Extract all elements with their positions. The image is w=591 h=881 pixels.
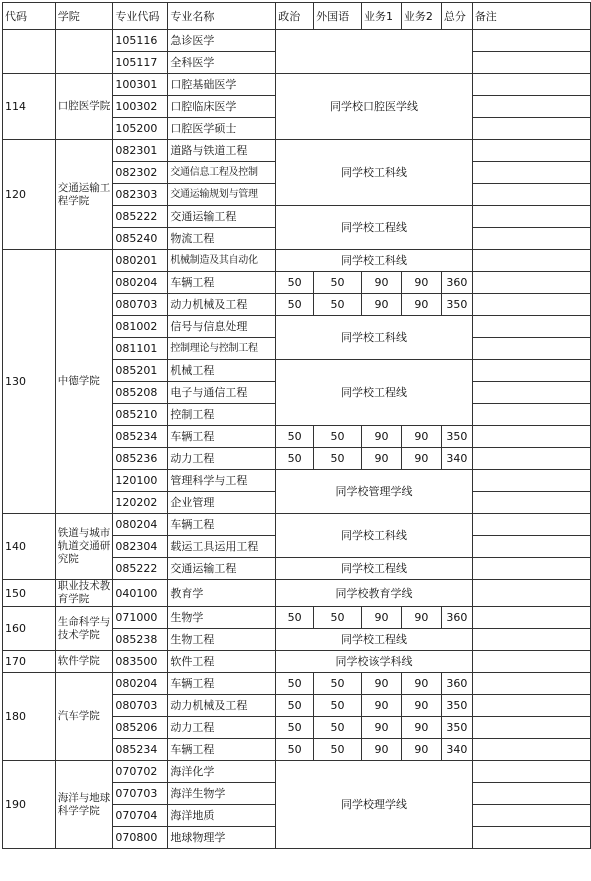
- score-line-note-cell: 同学校工科线: [276, 316, 473, 360]
- table-row: [3, 514, 591, 536]
- foreign-language-score-cell: 50: [314, 294, 362, 316]
- remarks-cell: [472, 607, 590, 629]
- foreign-language-score-cell: 50: [314, 272, 362, 294]
- major-name-cell: 车辆工程: [168, 673, 276, 695]
- subject-2-score-cell: 90: [401, 695, 441, 717]
- politics-score-cell: 50: [276, 717, 314, 739]
- total-score-cell: 360: [441, 607, 472, 629]
- foreign-language-score-cell: 50: [314, 426, 362, 448]
- header-politics: 政治: [276, 3, 314, 30]
- major-code-cell: 070703: [113, 783, 168, 805]
- major-name-cell: 企业管理: [168, 492, 276, 514]
- remarks-cell: [472, 382, 590, 404]
- major-name-cell: 交通信息工程及控制: [168, 162, 276, 184]
- subject-2-score-cell: 90: [401, 673, 441, 695]
- major-code-cell: 080703: [113, 294, 168, 316]
- remarks-cell: [472, 294, 590, 316]
- header-major-code: 专业代码: [113, 3, 168, 30]
- major-name-cell: 电子与通信工程: [168, 382, 276, 404]
- remarks-cell: [472, 52, 590, 74]
- major-name-cell: 交通运输规划与管理: [168, 184, 276, 206]
- total-score-cell: 350: [441, 426, 472, 448]
- major-name-cell: 车辆工程: [168, 739, 276, 761]
- major-code-cell: 070704: [113, 805, 168, 827]
- major-code-cell: 085234: [113, 426, 168, 448]
- remarks-cell: [472, 673, 590, 695]
- major-code-cell: 085206: [113, 717, 168, 739]
- subject-1-score-cell: 90: [361, 717, 401, 739]
- table-row: [3, 761, 591, 783]
- remarks-cell: [472, 426, 590, 448]
- politics-score-cell: 50: [276, 673, 314, 695]
- remarks-cell: [472, 184, 590, 206]
- header-remarks: 备注: [472, 3, 590, 30]
- major-code-cell: 105200: [113, 118, 168, 140]
- college-name-cell: 生命科学与技术学院: [55, 607, 113, 651]
- major-name-cell: 软件工程: [168, 651, 276, 673]
- college-code-cell: 190: [3, 761, 56, 849]
- foreign-language-score-cell: 50: [314, 695, 362, 717]
- major-name-cell: 海洋化学: [168, 761, 276, 783]
- major-code-cell: 105116: [113, 30, 168, 52]
- major-name-cell: 信号与信息处理: [168, 316, 276, 338]
- major-code-cell: 100302: [113, 96, 168, 118]
- college-code-cell: 170: [3, 651, 56, 673]
- total-score-cell: 350: [441, 717, 472, 739]
- college-code-cell: 150: [3, 580, 56, 607]
- total-score-cell: 340: [441, 739, 472, 761]
- header-college: 学院: [55, 3, 113, 30]
- table-row: [3, 673, 591, 695]
- major-name-cell: 机械制造及其自动化: [168, 250, 276, 272]
- major-code-cell: 081101: [113, 338, 168, 360]
- subject-1-score-cell: 90: [361, 695, 401, 717]
- score-line-note-cell: 同学校工科线: [276, 140, 473, 206]
- subject-2-score-cell: 90: [401, 717, 441, 739]
- major-code-cell: 120100: [113, 470, 168, 492]
- remarks-cell: [472, 783, 590, 805]
- subject-1-score-cell: 90: [361, 294, 401, 316]
- remarks-cell: [472, 118, 590, 140]
- table-row: [3, 607, 591, 629]
- subject-1-score-cell: 90: [361, 272, 401, 294]
- remarks-cell: [472, 316, 590, 338]
- major-code-cell: 082304: [113, 536, 168, 558]
- college-name-cell: 中德学院: [55, 250, 113, 514]
- table-row: [3, 140, 591, 162]
- header-subject-2: 业务2: [401, 3, 441, 30]
- header-subject-1: 业务1: [361, 3, 401, 30]
- foreign-language-score-cell: 50: [314, 607, 362, 629]
- college-code-cell: 130: [3, 250, 56, 514]
- subject-1-score-cell: 90: [361, 448, 401, 470]
- major-code-cell: 085201: [113, 360, 168, 382]
- subject-1-score-cell: 90: [361, 426, 401, 448]
- remarks-cell: [472, 30, 590, 52]
- college-code-cell: 120: [3, 140, 56, 250]
- total-score-cell: 360: [441, 673, 472, 695]
- major-name-cell: 口腔临床医学: [168, 96, 276, 118]
- table-row: [3, 30, 591, 52]
- major-code-cell: 105117: [113, 52, 168, 74]
- remarks-cell: [472, 739, 590, 761]
- header-row: [3, 3, 591, 30]
- major-code-cell: 085240: [113, 228, 168, 250]
- major-name-cell: 机械工程: [168, 360, 276, 382]
- major-name-cell: 海洋生物学: [168, 783, 276, 805]
- major-code-cell: 085236: [113, 448, 168, 470]
- major-name-cell: 控制工程: [168, 404, 276, 426]
- remarks-cell: [472, 470, 590, 492]
- politics-score-cell: 50: [276, 448, 314, 470]
- politics-score-cell: 50: [276, 426, 314, 448]
- admission-score-table: [2, 2, 591, 849]
- remarks-cell: [472, 228, 590, 250]
- major-code-cell: 070702: [113, 761, 168, 783]
- remarks-cell: [472, 629, 590, 651]
- score-line-note-cell: 同学校工程线: [276, 206, 473, 250]
- major-name-cell: 动力机械及工程: [168, 695, 276, 717]
- score-line-note-cell: 同学校工程线: [276, 629, 473, 651]
- foreign-language-score-cell: 50: [314, 448, 362, 470]
- politics-score-cell: 50: [276, 739, 314, 761]
- header-major-name: 专业名称: [168, 3, 276, 30]
- remarks-cell: [472, 761, 590, 783]
- major-name-cell: 生物学: [168, 607, 276, 629]
- major-name-cell: 急诊医学: [168, 30, 276, 52]
- major-code-cell: 080703: [113, 695, 168, 717]
- remarks-cell: [472, 695, 590, 717]
- remarks-cell: [472, 74, 590, 96]
- politics-score-cell: 50: [276, 272, 314, 294]
- remarks-cell: [472, 448, 590, 470]
- major-code-cell: 080201: [113, 250, 168, 272]
- score-line-note-cell: 同学校工程线: [276, 360, 473, 426]
- college-code-cell: [3, 30, 56, 74]
- college-code-cell: 140: [3, 514, 56, 580]
- major-code-cell: 083500: [113, 651, 168, 673]
- major-name-cell: 口腔基础医学: [168, 74, 276, 96]
- remarks-cell: [472, 360, 590, 382]
- foreign-language-score-cell: 50: [314, 717, 362, 739]
- politics-score-cell: 50: [276, 294, 314, 316]
- major-name-cell: 口腔医学硕士: [168, 118, 276, 140]
- remarks-cell: [472, 96, 590, 118]
- remarks-cell: [472, 404, 590, 426]
- major-name-cell: 海洋地质: [168, 805, 276, 827]
- college-code-cell: 180: [3, 673, 56, 761]
- remarks-cell: [472, 827, 590, 849]
- table-row: [3, 74, 591, 96]
- remarks-cell: [472, 338, 590, 360]
- major-code-cell: 085234: [113, 739, 168, 761]
- college-name-cell: 口腔医学院: [55, 74, 113, 140]
- score-line-note-cell: 同学校教育学线: [276, 580, 473, 607]
- subject-1-score-cell: 90: [361, 739, 401, 761]
- remarks-cell: [472, 558, 590, 580]
- foreign-language-score-cell: 50: [314, 673, 362, 695]
- total-score-cell: 350: [441, 294, 472, 316]
- college-code-cell: 160: [3, 607, 56, 651]
- header-foreign-language: 外国语: [314, 3, 362, 30]
- table-row: [3, 651, 591, 673]
- major-name-cell: 动力机械及工程: [168, 294, 276, 316]
- subject-2-score-cell: 90: [401, 448, 441, 470]
- college-name-cell: [55, 30, 113, 74]
- college-name-cell: 软件学院: [55, 651, 113, 673]
- table-row: [3, 580, 591, 607]
- college-name-cell: 汽车学院: [55, 673, 113, 761]
- remarks-cell: [472, 651, 590, 673]
- remarks-cell: [472, 162, 590, 184]
- major-name-cell: 动力工程: [168, 448, 276, 470]
- college-name-cell: 海洋与地球科学学院: [55, 761, 113, 849]
- major-name-cell: 车辆工程: [168, 272, 276, 294]
- remarks-cell: [472, 717, 590, 739]
- major-name-cell: 车辆工程: [168, 514, 276, 536]
- score-line-note-cell: 同学校该学科线: [276, 651, 473, 673]
- major-code-cell: 120202: [113, 492, 168, 514]
- subject-2-score-cell: 90: [401, 607, 441, 629]
- major-code-cell: 085210: [113, 404, 168, 426]
- major-code-cell: 085222: [113, 206, 168, 228]
- college-name-cell: 职业技术教育学院: [55, 580, 113, 607]
- remarks-cell: [472, 492, 590, 514]
- major-name-cell: 全科医学: [168, 52, 276, 74]
- politics-score-cell: 50: [276, 695, 314, 717]
- remarks-cell: [472, 580, 590, 607]
- major-code-cell: 080204: [113, 514, 168, 536]
- remarks-cell: [472, 805, 590, 827]
- subject-2-score-cell: 90: [401, 272, 441, 294]
- remarks-cell: [472, 250, 590, 272]
- major-code-cell: 082301: [113, 140, 168, 162]
- table-row: [3, 250, 591, 272]
- header-code: 代码: [3, 3, 56, 30]
- college-code-cell: 114: [3, 74, 56, 140]
- remarks-cell: [472, 536, 590, 558]
- major-code-cell: 071000: [113, 607, 168, 629]
- major-name-cell: 生物工程: [168, 629, 276, 651]
- politics-score-cell: 50: [276, 607, 314, 629]
- major-code-cell: 040100: [113, 580, 168, 607]
- subject-1-score-cell: 90: [361, 607, 401, 629]
- major-name-cell: 车辆工程: [168, 426, 276, 448]
- total-score-cell: 350: [441, 695, 472, 717]
- remarks-cell: [472, 206, 590, 228]
- major-name-cell: 地球物理学: [168, 827, 276, 849]
- major-name-cell: 教育学: [168, 580, 276, 607]
- major-code-cell: 100301: [113, 74, 168, 96]
- foreign-language-score-cell: 50: [314, 739, 362, 761]
- major-code-cell: 080204: [113, 272, 168, 294]
- major-code-cell: 085238: [113, 629, 168, 651]
- blank-score-cell: [276, 30, 473, 74]
- major-name-cell: 道路与铁道工程: [168, 140, 276, 162]
- score-line-note-cell: 同学校工程线: [276, 558, 473, 580]
- total-score-cell: 360: [441, 272, 472, 294]
- major-name-cell: 交通运输工程: [168, 206, 276, 228]
- major-code-cell: 081002: [113, 316, 168, 338]
- major-code-cell: 082302: [113, 162, 168, 184]
- remarks-cell: [472, 140, 590, 162]
- score-line-note-cell: 同学校管理学线: [276, 470, 473, 514]
- major-name-cell: 载运工具运用工程: [168, 536, 276, 558]
- major-code-cell: 085222: [113, 558, 168, 580]
- total-score-cell: 340: [441, 448, 472, 470]
- score-line-note-cell: 同学校工科线: [276, 514, 473, 558]
- subject-2-score-cell: 90: [401, 294, 441, 316]
- major-name-cell: 物流工程: [168, 228, 276, 250]
- major-code-cell: 082303: [113, 184, 168, 206]
- college-name-cell: 交通运输工程学院: [55, 140, 113, 250]
- header-total: 总分: [441, 3, 472, 30]
- major-code-cell: 080204: [113, 673, 168, 695]
- remarks-cell: [472, 272, 590, 294]
- subject-2-score-cell: 90: [401, 739, 441, 761]
- major-name-cell: 控制理论与控制工程: [168, 338, 276, 360]
- score-line-note-cell: 同学校理学线: [276, 761, 473, 849]
- subject-1-score-cell: 90: [361, 673, 401, 695]
- remarks-cell: [472, 514, 590, 536]
- college-name-cell: 铁道与城市轨道交通研究院: [55, 514, 113, 580]
- major-code-cell: 085208: [113, 382, 168, 404]
- major-name-cell: 交通运输工程: [168, 558, 276, 580]
- score-line-note-cell: 同学校工科线: [276, 250, 473, 272]
- score-line-note-cell: 同学校口腔医学线: [276, 74, 473, 140]
- major-name-cell: 管理科学与工程: [168, 470, 276, 492]
- major-code-cell: 070800: [113, 827, 168, 849]
- major-name-cell: 动力工程: [168, 717, 276, 739]
- subject-2-score-cell: 90: [401, 426, 441, 448]
